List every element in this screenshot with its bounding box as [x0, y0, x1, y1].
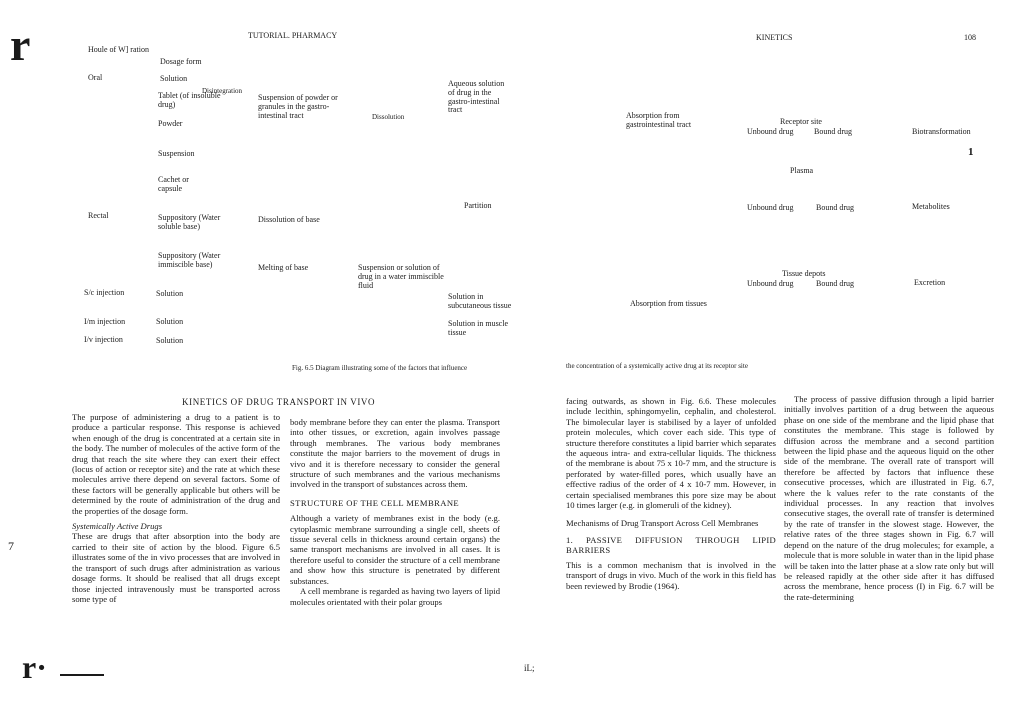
running-head-right: KINETICS [756, 33, 793, 42]
margin-mark-7: 7 [8, 539, 14, 553]
paragraph: A cell membrane is regarded as having two layers of lipid molecules orientated with their polar groups [290, 586, 500, 607]
form-solution: Solution [160, 74, 188, 83]
text-column-2 [290, 417, 500, 607]
subheading: Systemically Active Drugs [72, 521, 163, 532]
label-disintegration: Disintegration [202, 87, 243, 95]
scan-mark-r: r [10, 19, 31, 70]
label-metabolites: Metabolites [912, 202, 950, 211]
label-plasma: Plasma [790, 166, 814, 175]
label-aqueous-solution: Aqueous solution of drug in the gastro-intestinal tract [448, 79, 505, 115]
route-oral: Oral [88, 73, 103, 82]
label-dissolution-of-base: Dissolution of base [258, 215, 320, 224]
paragraph: These are drugs that after absorption into the body are carried to their site of action by the blood. Figure 6.5 illustrates some of the in vivo processes that are involved in the transport of such drugs after administration as various dosage forms. It should be realised that all drugs except those injected intravenously must be transported across some type of [72, 531, 280, 604]
text-column-3 [566, 396, 776, 591]
label-partition: Partition [464, 201, 492, 210]
text-column-4 [784, 394, 994, 602]
section-title: KINETICS OF DRUG TRANSPORT IN VIVO [182, 397, 376, 407]
form-iv-solution: Solution [156, 336, 184, 345]
figure-caption-left: Fig. 6.5 Diagram illustrating some of the factors that influence [292, 364, 468, 372]
page-number: 108 [964, 33, 976, 42]
form-tablet: Tablet (of insoluble drug) [158, 91, 221, 109]
route-sc: S/c injection [84, 288, 125, 297]
paragraph: Although a variety of membranes exist in the body (e.g. cytoplasmic membrane surrounding a single cell, sheets of tissue several cells in thickness around certain organs) the same transport mechanisms are involved in all cases. It is therefore useful to consider the structure of a cell membrane and show how this structure is penetrated by different substances. [290, 513, 500, 586]
subheading: STRUCTURE OF THE CELL MEMBRANE [290, 497, 460, 508]
label-absorption-gi: Absorption from gastrointestinal tract [626, 111, 692, 129]
paragraph: facing outwards, as shown in Fig. 6.6. These molecules include lecithin, sphingomyelin, cephalin, and cholesterol. The bimolecular layer is stabilised by a layer of unfolded protein molecules, which cover each side. This type of structure therefore constitutes a lipid barrier which separates the aqueous intra- and extra-cellular liquids. The thickness of the membrane is about 75 x 10-7 mm, and the structure is perforated by water-filled pores, which usually have an effective radius of the order of 4 x 10-7 mm. However, in certain specialised membranes this pore size may be about 10 times larger (e.g. in glomeruli of the kidney). [566, 396, 776, 511]
label-unbound-2: Unbound drug [747, 203, 794, 212]
subheading: 1. PASSIVE DIFFUSION THROUGH LIPID BARRIERS [566, 534, 776, 556]
route-im: I/m injection [84, 317, 126, 326]
subheading: Mechanisms of Drug Transport Across Cell Membranes [566, 518, 759, 529]
label-solution-muscle: Solution in muscle tissue [448, 319, 508, 337]
label-melting-of-base: Melting of base [258, 263, 309, 272]
label-suspension-or-solution: Suspension or solution of drug in a water immiscible fluid [358, 263, 444, 290]
form-cachet: Cachet or capsule [158, 175, 189, 193]
label-biotransformation: Biotransformation [912, 127, 971, 136]
label-solution-subcut: Solution in subcutaneous tissue [448, 292, 512, 310]
label-tissue-depots: Tissue depots [782, 269, 826, 278]
label-dissolution: Dissolution [372, 113, 405, 121]
label-absorption-tissues: Absorption from tissues [630, 299, 707, 308]
form-supp-immiscible: Suppository (Water immiscible base) [158, 251, 221, 269]
paragraph: The purpose of administering a drug to a patient is to produce a particular response. This response is achieved when enough of the drug is concentrated at a certain site in the body. The number of molecules of the active form of the drug that reach the site where they can exert their effect (locus of action or receptor site) and the rate at which these molecules arrive there depend on several factors. Some of these factors will be generally applicable but others will be determined by the route of administration of the drug and the properties of the dosage form. [72, 412, 280, 516]
margin-mark-bottom: iL; [524, 663, 535, 673]
running-head-left: TUTORIAL. PHARMACY [248, 31, 338, 40]
label-unbound-1: Unbound drug [747, 127, 794, 136]
form-powder: Powder [158, 119, 183, 128]
figure-caption-right: the concentration of a systemically active drug at its receptor site [566, 362, 748, 370]
figure-col-form: Dosage form [160, 57, 202, 66]
label-bound-3: Bound drug [816, 279, 854, 288]
margin-mark-1: 1 [968, 146, 974, 158]
text-column-1 [72, 412, 280, 604]
paragraph: body membrane before they can enter the plasma. Transport into other tissues, or excretion, again involves passage through membranes. The various body membranes constitute the major barriers to the movement of drugs in vivo and it is therefore necessary to consider the general structure of such membranes and the various mechanisms involved in the transport of substances across them. [290, 417, 500, 490]
paragraph: The process of passive diffusion through a lipid barrier initially involves partition of a drug between the aqueous phase on one side of the membrane and the lipid phase that constitutes the membrane. This stage is followed by diffusion across the membrane and a second partition between the lipid phase and the aqueous liquid on the other side of the membrane. The overall rate of transport will therefore be affected by factors that influence these consecutive processes, which are illustrated in Fig. 6.7, where the k values refer to the rate constants of the individual processes. In any reaction that involves consecutive stages, the overall rate of transfer is determined by the rate of transfer in the slowest stage. However, the relative rates of the three stages shown in Fig. 6.7 will depend on the nature of the drug molecules; for example, a molecule that is more soluble in water than in the lipid phase will be taken into the latter phase at a slow rate only but will be released rapidly at the other side after it has diffused across the membrane, hence process (I) in Fig. 6.7 will be the rate-determining [784, 394, 994, 602]
form-im-solution: Solution [156, 317, 184, 326]
label-suspension-of-powder: Suspension of powder or granules in the gastro-intestinal tract [258, 93, 338, 120]
scan-mark-r-bottom: r· [22, 649, 47, 685]
figure-col-route: Houle of W] ration [88, 45, 149, 54]
label-receptor-site: Receptor site [780, 117, 822, 126]
form-suspension: Suspension [158, 149, 195, 158]
label-bound-1: Bound drug [814, 127, 852, 136]
label-excretion: Excretion [914, 278, 946, 287]
form-supp-water: Suppository (Water soluble base) [158, 213, 221, 231]
route-iv: I/v injection [84, 335, 123, 344]
scan-rule [60, 674, 104, 676]
route-rectal: Rectal [88, 211, 109, 220]
label-bound-2: Bound drug [816, 203, 854, 212]
form-sc-solution: Solution [156, 289, 184, 298]
paragraph: This is a common mechanism that is involved in the transport of drugs in vivo. Much of the work in this field has been reviewed by Brodie (1964). [566, 559, 776, 591]
label-unbound-3: Unbound drug [747, 279, 794, 288]
